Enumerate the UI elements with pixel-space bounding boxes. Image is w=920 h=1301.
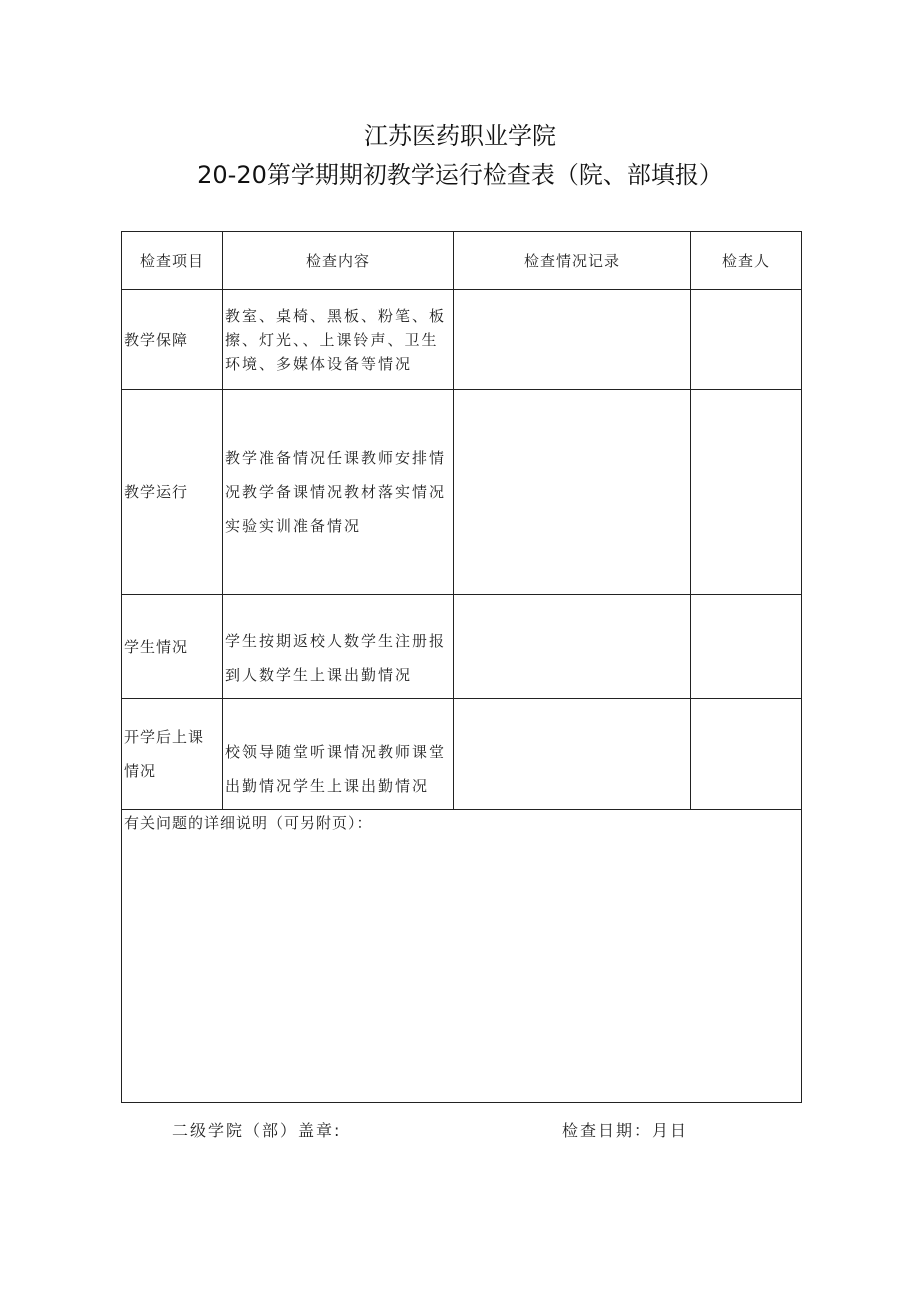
form-subtitle: 20-20第学期期初教学运行检查表（院、部填报） (197, 161, 723, 189)
table-row (122, 699, 802, 810)
row-inspector-cell[interactable] (691, 699, 802, 810)
row-category: 学生情况 (122, 595, 223, 699)
column-header-record: 检查情况记录 (454, 232, 691, 290)
row-inspector-cell[interactable] (691, 390, 802, 595)
row-record-cell[interactable] (454, 390, 691, 595)
row-category: 教学运行 (122, 390, 223, 595)
row-record-cell[interactable] (454, 699, 691, 810)
notes-cell[interactable] (122, 810, 802, 1103)
table-row (122, 390, 802, 595)
row-inspector-cell[interactable] (691, 595, 802, 699)
inspection-date-label: 检查日期：月日 (562, 1121, 689, 1140)
column-header-inspector: 检查人 (691, 232, 802, 290)
row-inspector-cell[interactable] (691, 290, 802, 390)
column-header-item: 检查项目 (122, 232, 223, 290)
notes-label: 有关问题的详细说明（可另附页）： (124, 814, 373, 832)
seal-label: 二级学院（部）盖章: (172, 1121, 342, 1140)
inspection-table (121, 231, 802, 1103)
row-content: 教室、桌椅、黑板、粉笔、板擦、灯光、、上课铃声、卫生环境、多媒体设备等情况 (223, 290, 454, 390)
row-record-cell[interactable] (454, 290, 691, 390)
row-category: 教学保障 (122, 290, 223, 390)
notes-row (122, 810, 802, 1103)
table-row (122, 290, 802, 390)
table-header-row (122, 232, 802, 290)
column-header-content: 检查内容 (223, 232, 454, 290)
row-category: 开学后上课情况 (122, 699, 223, 810)
table-row (122, 595, 802, 699)
row-content: 学生按期返校人数学生注册报到人数学生上课出勤情况 (223, 595, 454, 699)
row-content: 校领导随堂听课情况教师课堂出勤情况学生上课出勤情况 (223, 699, 454, 810)
row-content: 教学准备情况任课教师安排情况教学备课情况教材落实情况实验实训准备情况 (223, 390, 454, 595)
row-record-cell[interactable] (454, 595, 691, 699)
form-title: 江苏医药职业学院 (364, 122, 556, 150)
